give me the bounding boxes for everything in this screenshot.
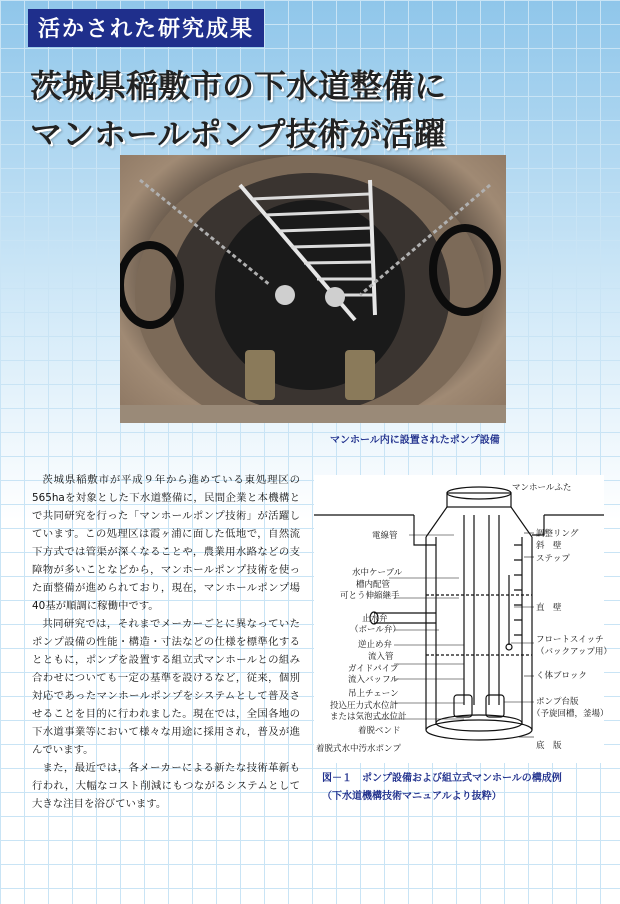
label-pump-base: ポンプ台版 — [536, 697, 579, 707]
paragraph: 茨城県稲敷市が平成９年から進めている東処理区の565haを対象とした下水道整備に，民間企業と本機構とで共同研究を行った「マンホールポンプ技術」が活躍しています。この処理区は霞ヶ浦に面した低地で，自然流下方式では管渠が深くなることや，農業用水路などの支障物が多いことなどから，マンホールポンプ技術を使った面整備が進められており，現在，マンホールポンプ場40基が順調に稼働中です。 — [32, 474, 300, 612]
label-pump-base-note: （予旋回槽，釜場） — [532, 709, 609, 719]
label-check-valve: 逆止め弁 — [358, 640, 393, 650]
label-adjust-ring: 調整リング — [536, 529, 579, 539]
label-bubble-level: または気泡式水位計 — [330, 712, 407, 722]
label-slab: 斜 壁 — [536, 541, 562, 551]
label-bottom-slab: 底 版 — [536, 741, 562, 751]
figure-caption — [322, 770, 612, 806]
label-pump: 着脱式水中汚水ポンプ — [316, 744, 402, 754]
label-lifting-chain: 吊上チェーン — [348, 689, 399, 699]
label-inflow-baffle: 流入バッフル — [348, 675, 399, 685]
label-stop-valve: 止水弁 — [362, 614, 388, 624]
label-bend: 着脱ベンド — [358, 726, 401, 736]
label-electrode-level: 投込圧力式水位計 — [330, 701, 399, 711]
pump-structure-diagram — [314, 475, 612, 763]
figure-caption-line-1: 図－１ ポンプ設備および組立式マンホールの構成例 — [322, 773, 562, 784]
manhole-pump-photo — [120, 155, 506, 423]
label-ball-valve: （ボール弁） — [350, 625, 401, 635]
label-step: ステップ — [536, 554, 570, 564]
label-pipe-in-tank: 槽内配管 — [356, 580, 391, 590]
title-line-2: マンホールポンプ技術が活躍 — [30, 115, 446, 153]
section-tag: 活かされた研究成果 — [28, 9, 264, 47]
paragraph: また，最近では，各メーカーによる新たな技術革新も行われ，大幅なコスト削減にもつながるシステムとして大きな注目を浴びています。 — [32, 762, 300, 810]
label-straight-wall: 直 壁 — [536, 603, 562, 613]
label-conduit: 電線管 — [372, 531, 398, 541]
label-inflow-pipe: 流入管 — [368, 652, 394, 662]
article-body — [32, 471, 300, 813]
label-float-switch: フロートスイッチ — [536, 635, 604, 645]
label-flexible-joint: 可とう伸縮継手 — [340, 591, 400, 601]
photo-illustration — [120, 155, 506, 423]
label-backup: （バックアップ用） — [536, 647, 612, 657]
label-manhole-cover: マンホールふた — [512, 483, 572, 493]
label-cable: 水中ケーブル — [352, 568, 403, 578]
page-title — [30, 62, 610, 158]
paragraph: 共同研究では，それまでメーカーごとに異なっていたポンプ設備の性能・構造・寸法などの仕様を標準化するとともに，ポンプを設置する組立式マンホールとの組み合わせについても一定の基準を設けるなど，従来，個別対応であったマンホールポンプをシステムとして普及させることを目的に行われました。現在では，全国各地の下水道事業等において様々な用途に採用され，普及が進んでいます。 — [32, 618, 300, 756]
label-block: く体ブロック — [536, 671, 587, 681]
label-guide-pipe: ガイドパイプ — [348, 664, 399, 674]
title-line-1: 茨城県稲敷市の下水道整備に — [30, 67, 447, 105]
photo-caption: マンホール内に設置されたポンプ設備 — [330, 435, 500, 446]
figure-caption-line-2: （下水道機構技術マニュアルより抜粋） — [322, 791, 502, 802]
